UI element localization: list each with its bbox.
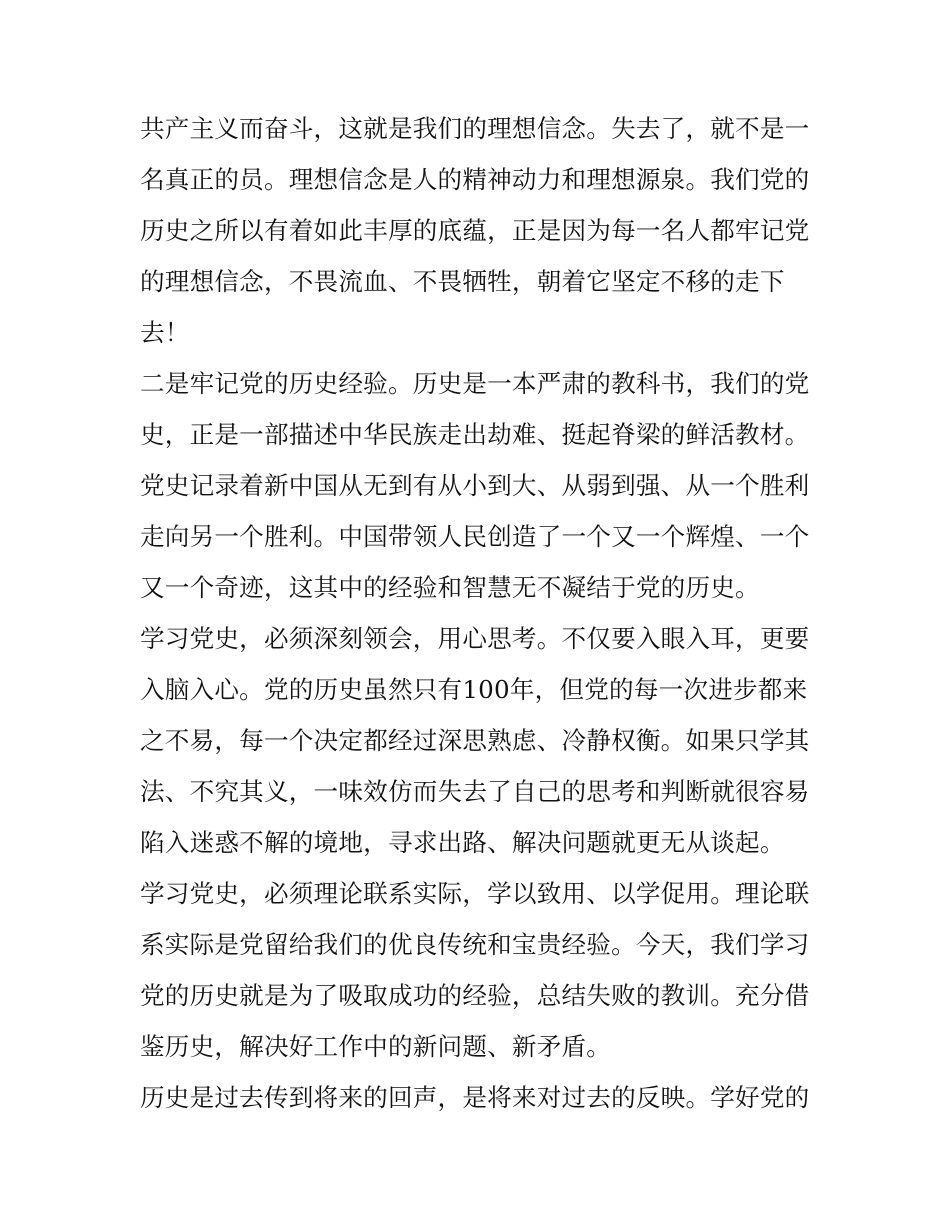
text-line-11: 学习党史，必须深刻领会，用心思考。不仅要入眼入耳，更要 (140, 624, 810, 653)
text-line-5: 去！ (140, 318, 190, 347)
text-line-1: 共产主义而奋斗，这就是我们的理想信念。失去了，就不是一 (140, 114, 810, 143)
text-line-12: 入脑入心。党的历史虽然只有100年，但党的每一次进步都来 (140, 675, 808, 704)
text-line-18: 党的历史就是为了吸取成功的经验，总结失败的教训。充分借 (140, 981, 810, 1010)
text-line-13: 之不易，每一个决定都经过深思熟虑、冷静权衡。如果只学其 (140, 726, 810, 755)
text-line-17: 系实际是党留给我们的优良传统和宝贵经验。今天，我们学习 (140, 930, 810, 959)
text-line-10: 又一个奇迹，这其中的经验和智慧无不凝结于党的历史。 (140, 573, 760, 602)
text-line-8: 党史记录着新中国从无到有从小到大、从弱到强、从一个胜利 (140, 471, 810, 500)
text-line-6: 二是牢记党的历史经验。历史是一本严肃的教科书，我们的党 (140, 369, 810, 398)
text-line-16: 学习党史，必须理论联系实际，学以致用、以学促用。理论联 (140, 879, 810, 908)
text-line-4: 的理想信念，不畏流血、不畏牺牲，朝着它坚定不移的走下 (140, 267, 785, 296)
body-text (140, 103, 812, 1123)
text-line-7: 史，正是一部描述中华民族走出劫难、挺起脊梁的鲜活教材。 (140, 420, 810, 449)
text-line-2: 名真正的员。理想信念是人的精神动力和理想源泉。我们党的 (140, 165, 810, 194)
text-line-9: 走向另一个胜利。中国带领人民创造了一个又一个辉煌、一个 (140, 522, 810, 551)
text-line-20: 历史是过去传到将来的回声，是将来对过去的反映。学好党的 (140, 1083, 810, 1112)
text-line-19: 鉴历史，解决好工作中的新问题、新矛盾。 (140, 1032, 612, 1061)
text-line-3: 历史之所以有着如此丰厚的底蕴，正是因为每一名人都牢记党 (140, 216, 810, 245)
text-line-14: 法、不究其义，一味效仿而失去了自己的思考和判断就很容易 (140, 777, 810, 806)
text-line-15: 陷入迷惑不解的境地，寻求出路、解决问题就更无从谈起。 (140, 828, 785, 857)
